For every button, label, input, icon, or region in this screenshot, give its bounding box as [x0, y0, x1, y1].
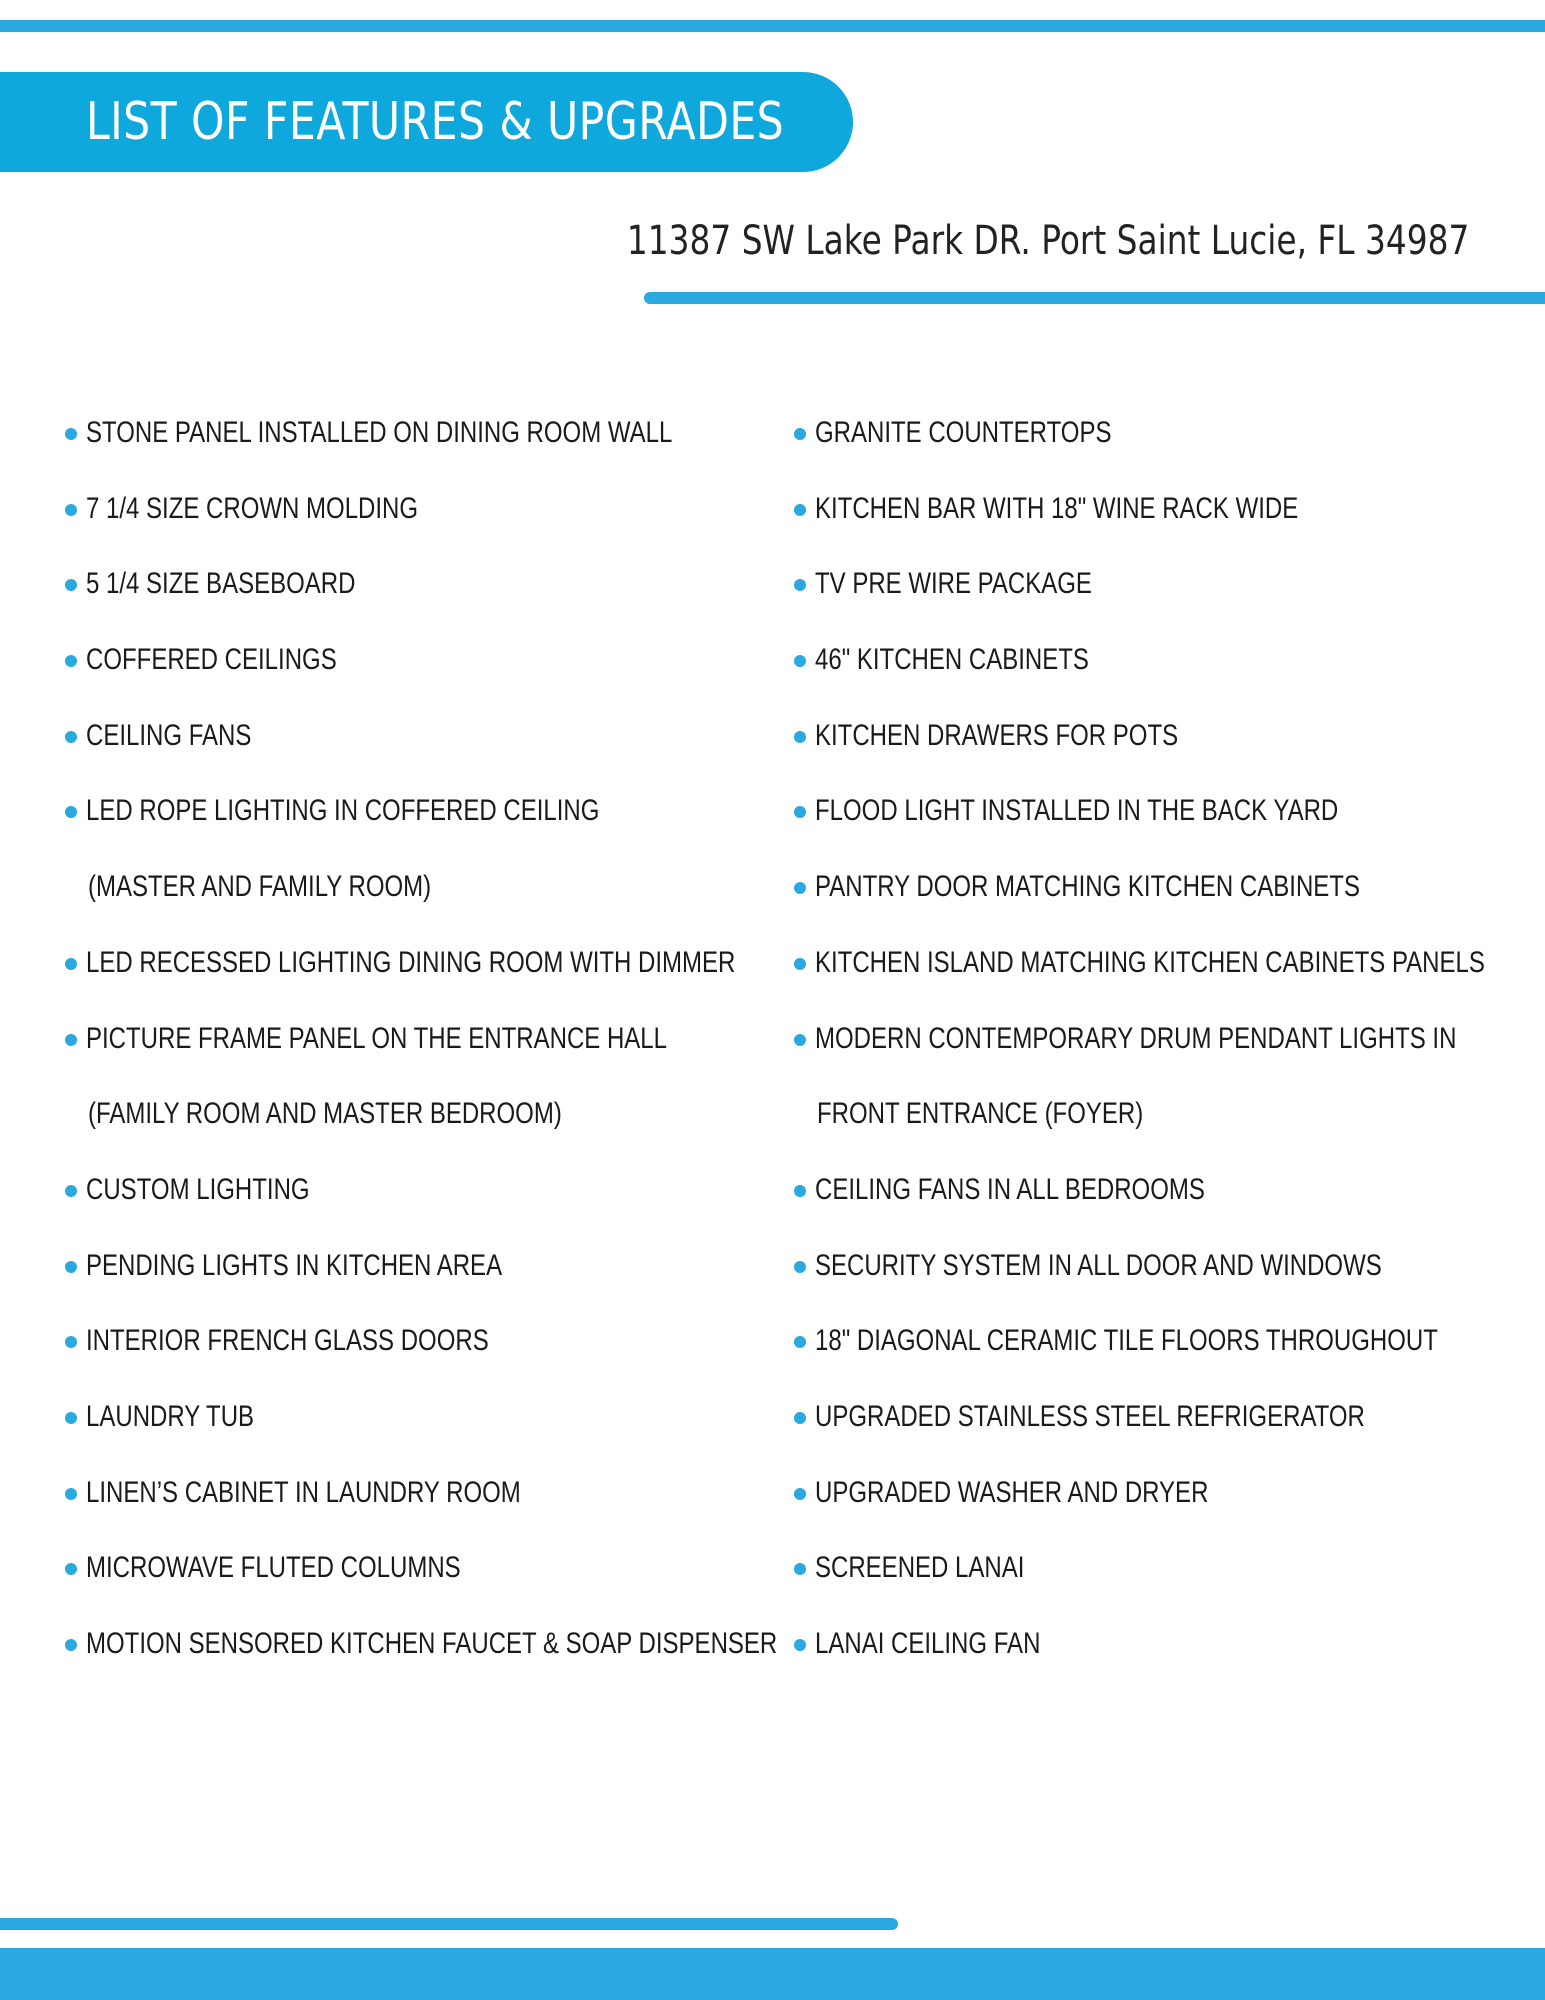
feature-text: MICROWAVE FLUTED COLUMNS: [86, 1551, 461, 1585]
bullet-icon: [65, 1639, 77, 1651]
bullet-icon: [794, 1412, 806, 1424]
bullet-icon: [65, 806, 77, 818]
bullet-icon: [794, 731, 806, 743]
bullet-icon: [65, 1185, 77, 1197]
feature-text: (MASTER AND FAMILY ROOM): [88, 870, 432, 904]
feature-text: MOTION SENSORED KITCHEN FAUCET & SOAP DISPENSER: [86, 1627, 778, 1660]
feature-item-continuation: [789, 1089, 1545, 1165]
bullet-icon: [65, 504, 77, 516]
bullet-icon: [794, 428, 806, 440]
feature-text: UPGRADED WASHER AND DRYER: [815, 1475, 1209, 1509]
feature-text: FLOOD LIGHT INSTALLED IN THE BACK YARD: [815, 794, 1339, 828]
feature-item: [789, 559, 1545, 635]
feature-text: KITCHEN ISLAND MATCHING KITCHEN CABINETS PANELS: [815, 945, 1485, 979]
bullet-icon: [794, 806, 806, 818]
feature-text: LINEN’S CABINET IN LAUNDRY ROOM: [86, 1475, 521, 1509]
page-title: LIST OF FEATURES & UPGRADES: [86, 92, 785, 152]
feature-text: CEILING FANS: [86, 718, 252, 752]
bullet-icon: [794, 1639, 806, 1651]
feature-item: [789, 408, 1545, 484]
bullet-icon: [65, 731, 77, 743]
feature-item: [789, 862, 1545, 938]
feature-item: [789, 1316, 1545, 1392]
bullet-icon: [794, 958, 806, 970]
feature-text: KITCHEN BAR WITH 18" WINE RACK WIDE: [815, 491, 1299, 525]
bullet-icon: [65, 579, 77, 591]
feature-text: CUSTOM LIGHTING: [86, 1172, 310, 1206]
bullet-icon: [794, 1185, 806, 1197]
feature-text: LED ROPE LIGHTING IN COFFERED CEILING: [86, 794, 600, 828]
bullet-icon: [794, 1336, 806, 1348]
feature-text: PICTURE FRAME PANEL ON THE ENTRANCE HALL: [86, 1021, 667, 1055]
feature-text: CEILING FANS IN ALL BEDROOMS: [815, 1172, 1205, 1206]
feature-text: FRONT ENTRANCE (FOYER): [817, 1097, 1144, 1131]
feature-text: LED RECESSED LIGHTING DINING ROOM WITH DIMMER: [86, 945, 736, 979]
bullet-icon: [794, 1261, 806, 1273]
feature-item: [789, 786, 1545, 862]
feature-text: LAUNDRY TUB: [86, 1399, 255, 1433]
footer-band: [0, 1948, 1545, 2000]
feature-text: KITCHEN DRAWERS FOR POTS: [815, 718, 1179, 752]
top-accent-rule: [0, 20, 1545, 32]
features-list-right: [789, 408, 1545, 1695]
bottom-accent-rule: [0, 1918, 898, 1930]
bullet-icon: [65, 958, 77, 970]
feature-text: (FAMILY ROOM AND MASTER BEDROOM): [88, 1097, 562, 1131]
feature-text: 46" KITCHEN CABINETS: [815, 643, 1089, 677]
feature-item: [789, 1543, 1545, 1619]
feature-text: LANAI CEILING FAN: [815, 1627, 1041, 1660]
feature-text: SCREENED LANAI: [815, 1551, 1025, 1585]
feature-item: [789, 1619, 1545, 1695]
feature-text: UPGRADED STAINLESS STEEL REFRIGERATOR: [815, 1399, 1365, 1433]
feature-text: MODERN CONTEMPORARY DRUM PENDANT LIGHTS IN: [815, 1021, 1457, 1055]
bullet-icon: [794, 882, 806, 894]
bullet-icon: [794, 1488, 806, 1500]
feature-text: COFFERED CEILINGS: [86, 643, 337, 677]
feature-text: 7 1/4 SIZE CROWN MOLDING: [86, 491, 419, 525]
bullet-icon: [65, 1563, 77, 1575]
address-underline: [644, 292, 1545, 304]
feature-item: [789, 711, 1545, 787]
bullet-icon: [65, 1412, 77, 1424]
feature-text: GRANITE COUNTERTOPS: [815, 416, 1112, 449]
feature-text: INTERIOR FRENCH GLASS DOORS: [86, 1324, 489, 1358]
feature-text: PANTRY DOOR MATCHING KITCHEN CABINETS: [815, 870, 1360, 904]
feature-item: [789, 1165, 1545, 1241]
feature-text: 18" DIAGONAL CERAMIC TILE FLOORS THROUGHOUT: [815, 1324, 1438, 1358]
bullet-icon: [65, 1034, 77, 1046]
feature-text: SECURITY SYSTEM IN ALL DOOR AND WINDOWS: [815, 1248, 1382, 1282]
feature-text: PENDING LIGHTS IN KITCHEN AREA: [86, 1248, 503, 1282]
property-address: 11387 SW Lake Park DR. Port Saint Lucie, FL 34987: [626, 218, 1469, 264]
bullet-icon: [65, 655, 77, 667]
feature-item: [789, 1014, 1545, 1090]
feature-item: [789, 1468, 1545, 1544]
bullet-icon: [65, 1336, 77, 1348]
bullet-icon: [794, 1034, 806, 1046]
feature-item: [789, 1241, 1545, 1317]
bullet-icon: [65, 1261, 77, 1273]
bullet-icon: [794, 579, 806, 591]
feature-item: [789, 1392, 1545, 1468]
feature-item: [789, 938, 1545, 1014]
title-banner: [0, 72, 853, 172]
feature-text: STONE PANEL INSTALLED ON DINING ROOM WALL: [86, 416, 673, 449]
bullet-icon: [794, 504, 806, 516]
bullet-icon: [794, 655, 806, 667]
feature-text: 5 1/4 SIZE BASEBOARD: [86, 567, 356, 601]
feature-text: TV PRE WIRE PACKAGE: [815, 567, 1092, 601]
bullet-icon: [794, 1563, 806, 1575]
feature-item: [789, 635, 1545, 711]
bullet-icon: [65, 428, 77, 440]
feature-item: [789, 484, 1545, 560]
bullet-icon: [65, 1488, 77, 1500]
